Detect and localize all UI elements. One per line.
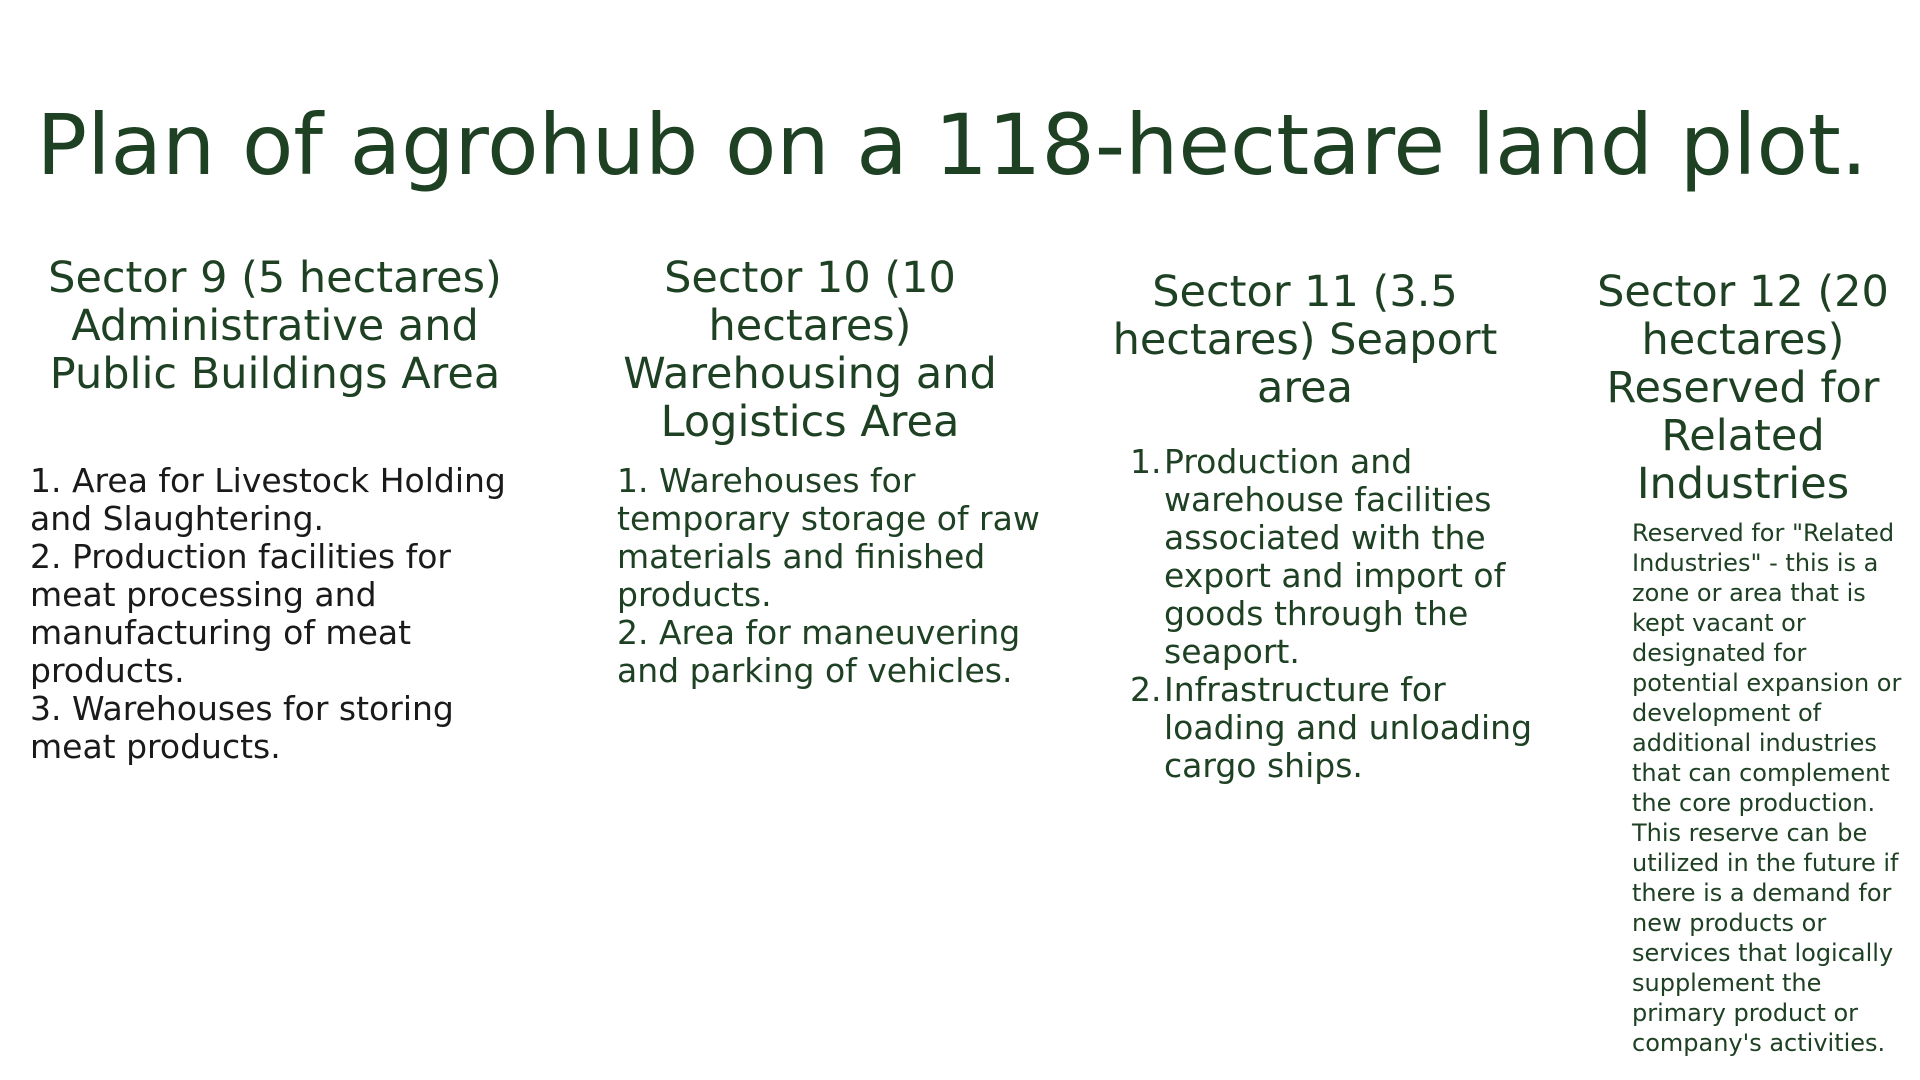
sector-12-heading: Sector 12 (20 hectares) Reserved for Related Industries <box>1597 267 1889 509</box>
list-item: 2. Area for maneuvering and parking of vehicles. <box>617 613 1021 690</box>
sector-11-ordered-list <box>1130 443 1570 785</box>
sector-11-list <box>1130 443 1570 785</box>
list-item: 3. Warehouses for storing meat products. <box>30 689 454 766</box>
page-title <box>0 90 1920 200</box>
sector-10-heading: Sector 10 (10 hectares) Warehousing and Logistics Area <box>623 253 997 447</box>
page-title-text: Plan of agrohub on a 118-hectare land plot. <box>36 96 1868 194</box>
sector-9-heading: Sector 9 (5 hectares) Administrative and Public Buildings Area <box>48 253 502 399</box>
list-item: 1. Warehouses for temporary storage of raw materials and finished products. <box>617 461 1040 614</box>
sector-9-list <box>30 462 510 766</box>
list-item: Infrastructure for loading and unloading cargo ships. <box>1164 670 1533 785</box>
list-item: Production and warehouse facilities associated with the export and import of goods through the seaport. <box>1164 442 1506 671</box>
list-item: 1. Area for Livestock Holding and Slaughtering. <box>30 461 506 538</box>
sector-12-description: Reserved for "Related Industries" - this is a zone or area that is kept vacant or designated for potential expansion or development of additional industries that can complement the core production. This reserve can be utilized in the future if there is a demand for new products or services that logically supplement the primary product or company's activities. <box>1632 519 1902 1057</box>
list-item: 2. Production facilities for meat processing and manufacturing of meat products. <box>30 537 451 690</box>
sector-10-list <box>617 462 1092 690</box>
sector-11-heading: Sector 11 (3.5 hectares) Seaport area <box>1112 267 1498 413</box>
